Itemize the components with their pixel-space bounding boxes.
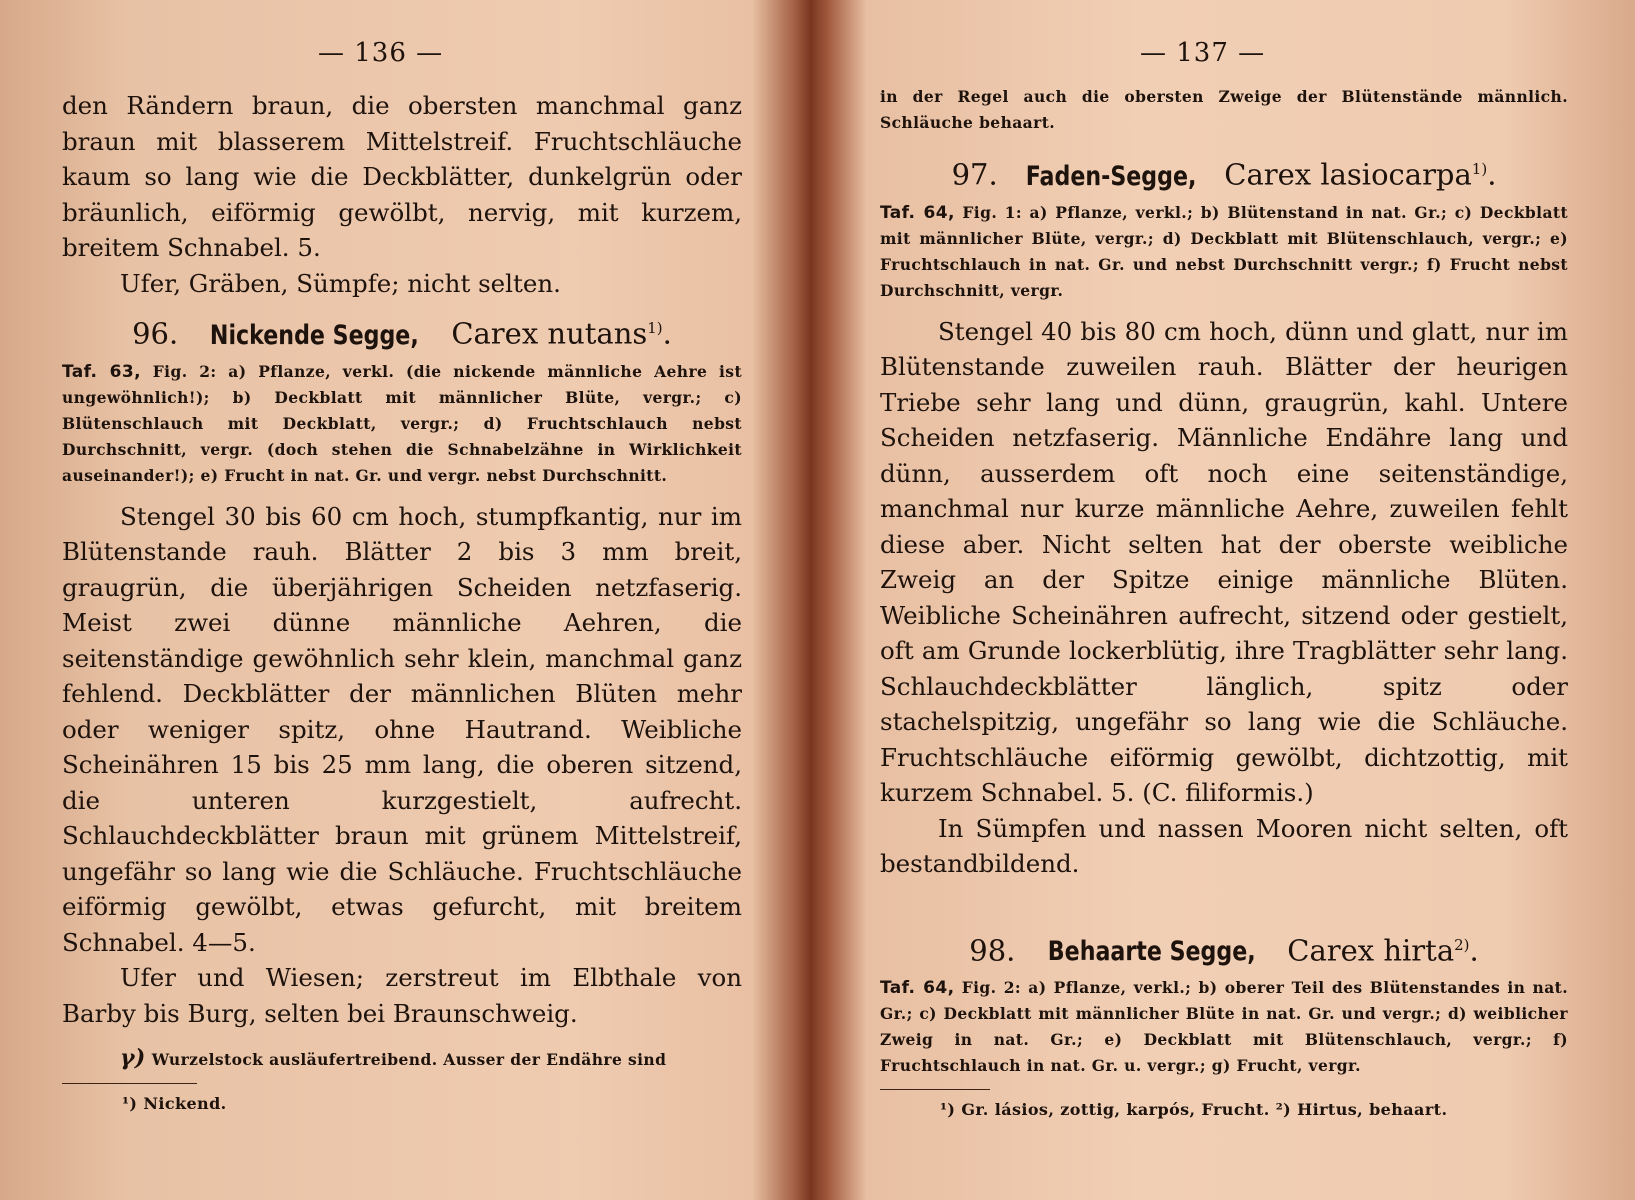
page-number-left: — 136 — bbox=[318, 38, 444, 68]
footnote-right: ¹) Gr. lásios, zottig, karpós, Frucht. ²) Hirtus, behaart. bbox=[940, 1100, 1448, 1120]
plate-description: Fig. 2: a) Pflanze, verkl. (die nickende männliche Aehre ist ungewöhnlich!); b) Deckblatt mit männlicher Blüte, vergr.; c) Blütenschlauch mit Deckblatt, vergr.; d) Fruchtschlauch nebst Durchschnitt, vergr. (doch stehen die Schnabelzähne in Wirklichkeit auseinander!); e) Frucht in nat. Gr. und vergr. nebst Durchschnitt. bbox=[62, 361, 742, 485]
plate-reference bbox=[880, 975, 1568, 1079]
plate-number: Taf. 64, bbox=[880, 978, 955, 999]
page-number-right: — 137 — bbox=[1140, 38, 1266, 68]
continuation-text: den Rändern braun, die obersten manchmal ganz braun mit blasserem Mittelstreif. Fruchtschläuche kaum so lang wie die Deckblätter, dunkelgrün oder bräunlich, eiförmig gewölbt, nervig, mit kurzem, breitem Schnabel. 5. bbox=[62, 91, 742, 262]
footnote-left: ¹) Nickend. bbox=[122, 1094, 227, 1114]
plate-number: Taf. 63, bbox=[62, 361, 141, 382]
right-text-column bbox=[880, 84, 1568, 1122]
species-habitat: In Sümpfen und nassen Mooren nicht selten, oft bestandbildend. bbox=[880, 813, 1568, 879]
species-german-name: Nickende Segge, bbox=[210, 319, 420, 351]
plate-reference bbox=[880, 200, 1568, 304]
species-heading-98 bbox=[880, 926, 1568, 972]
plate-description: Fig. 2: a) Pflanze, verkl.; b) oberer Teil des Blütenstandes in nat. Gr.; c) Deckblatt mit männlicher Blüte in nat. Gr. und vergr.; d) weiblicher Zweig in nat. Gr.; e) Deckblatt mit Blütenschlauch, vergr.; f) Fruchtschlauch in nat. Gr. u. vergr.; g) Frucht, vergr. bbox=[880, 978, 1568, 1076]
species-description: Stengel 30 bis 60 cm hoch, stumpfkantig, nur im Blütenstande rauh. Blätter 2 bis 3 mm breit, graugrün, die überjährigen Scheiden netzfaserig. Meist zwei dünne männliche Aehren, die seitenständige gewöhnlich sehr klein, manchmal ganz fehlend. Deckblätter der männlichen Blüten mehr oder weniger spitz, ohne Hautrand. Weibliche Scheinähren 15 bis 25 mm lang, die oberen sitzend, die unteren kurzgestielt, aufrecht. Schlauchdeckblätter braun mit grünem Mittelstreif, ungefähr so lang wie die Schläuche. Fruchtschläuche eiförmig gewölbt, etwas gefurcht, mit breitem Schnabel. 4—5. bbox=[62, 501, 742, 957]
plate-reference bbox=[62, 359, 742, 489]
species-number: 96. bbox=[132, 316, 179, 351]
gamma-label: γ) bbox=[120, 1045, 146, 1072]
right-page bbox=[810, 0, 1635, 1200]
plate-description: Fig. 1: a) Pflanze, verkl.; b) Blütenstand in nat. Gr.; c) Deckblatt mit männlicher Blüte, vergr.; d) Deckblatt mit Blütenschlauch, vergr.; e) Fruchtschlauch in nat. Gr. und nebst Durchschnitt vergr.; f) Frucht nebst Durchschnitt, vergr. bbox=[880, 202, 1569, 300]
footnote-mark: 2) bbox=[1454, 935, 1470, 954]
left-page bbox=[0, 0, 805, 1200]
heading-period: . bbox=[1469, 933, 1479, 968]
species-heading-96 bbox=[62, 309, 742, 355]
continuation-small: in der Regel auch die obersten Zweige der Blütenstände männlich. Schläuche behaart. bbox=[880, 87, 1568, 132]
section-gap bbox=[880, 882, 1568, 918]
footnote-divider bbox=[880, 1089, 990, 1090]
left-text-column bbox=[62, 88, 742, 1116]
species-latin-name: Carex lasiocarpa bbox=[1224, 157, 1472, 192]
habitat-text: Ufer, Gräben, Sümpfe; nicht selten. bbox=[120, 268, 561, 298]
species-number: 98. bbox=[969, 933, 1016, 968]
plate-number: Taf. 64, bbox=[880, 202, 955, 223]
species-german-name: Faden-Segge, bbox=[1025, 160, 1197, 192]
subsection-gamma bbox=[62, 1045, 742, 1073]
species-habitat: Ufer und Wiesen; zerstreut im Elbthale von Barby bis Burg, selten bei Braunschweig. bbox=[62, 963, 742, 1028]
species-number: 97. bbox=[951, 157, 998, 192]
footnote-mark: 1) bbox=[1471, 160, 1488, 178]
species-german-name: Behaarte Segge, bbox=[1047, 936, 1256, 968]
species-description: Stengel 40 bis 80 cm hoch, dünn und glatt, nur im Blütenstande zuweilen rauh. Blätter der heurigen Triebe sehr lang und dünn, graugrün, kahl. Untere Scheiden netzfaserig. Männliche Endähre lang und dünn, ausserdem oft noch eine seitenständige, manchmal nur kurze männliche Aehre, zuweilen fehlt diese aber. Nicht selten hat der oberste weibliche Zweig an der Spitze einige männliche Blüten. Weibliche Scheinähren aufrecht, sitzend oder gestielt, oft am Grunde lockerblütig, ihre Tragblätter sehr lang. Schlauchdeckblätter länglich, spitz oder stachelspitzig, ungefähr so lang wie die Schläuche. Fruchtschläuche eiförmig gewölbt, dichtzottig, mit kurzem Schnabel. 5. (C. filiformis.) bbox=[880, 316, 1568, 808]
footnote-divider bbox=[62, 1083, 197, 1084]
heading-period: . bbox=[1487, 157, 1497, 192]
heading-period: . bbox=[662, 316, 672, 351]
gamma-text: Wurzelstock ausläufertreibend. Ausser der Endähre sind bbox=[151, 1050, 667, 1070]
footnote-mark: 1) bbox=[647, 319, 663, 337]
species-latin-name: Carex hirta bbox=[1287, 933, 1455, 968]
species-heading-97 bbox=[880, 150, 1568, 196]
species-latin-name: Carex nutans bbox=[451, 316, 648, 351]
